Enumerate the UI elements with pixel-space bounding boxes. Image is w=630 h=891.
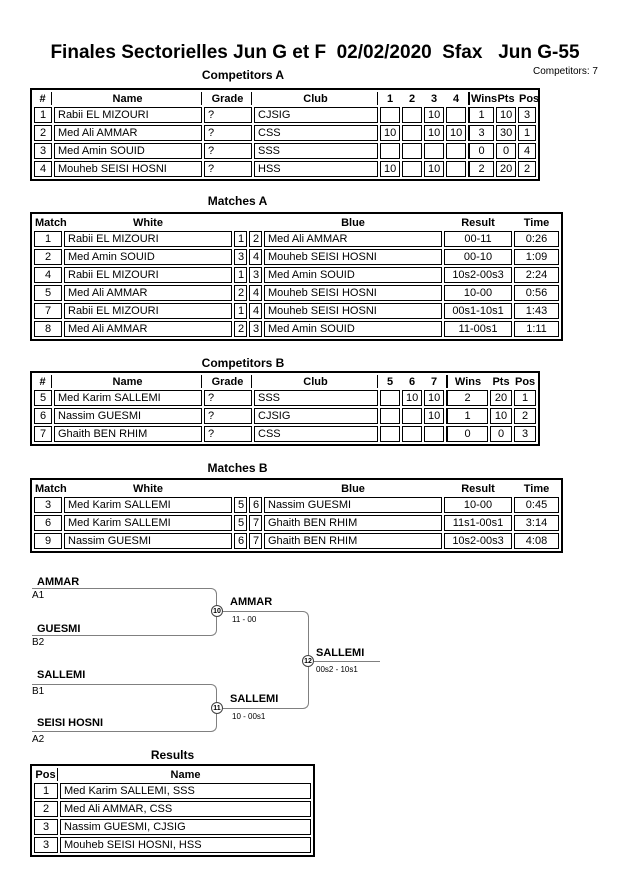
table-cell: 2 <box>514 408 536 424</box>
table-cell: ? <box>204 125 252 141</box>
table-cell <box>380 143 400 159</box>
table-cell: 3 <box>518 107 536 123</box>
table-cell: 00-11 <box>444 231 512 247</box>
table-cell: 0:45 <box>514 497 559 513</box>
table-cell: Nassim GUESMI <box>64 533 232 549</box>
table-cell: 3 <box>514 426 536 442</box>
table-cell: 10 <box>380 161 400 177</box>
table-cell <box>402 125 422 141</box>
table-cell: 1 <box>446 408 488 424</box>
table-cell: 10 <box>424 125 444 141</box>
table-cell: 11s1-00s1 <box>444 515 512 531</box>
col-header: Pos <box>34 768 58 781</box>
table-cell: 2 <box>468 161 494 177</box>
table-cell: 10-00 <box>444 285 512 301</box>
table-cell: ? <box>204 143 252 159</box>
table-cell: 2 <box>234 321 247 337</box>
table-cell: 3 <box>249 267 262 283</box>
table-header-row <box>34 216 559 229</box>
table-cell: 1 <box>514 390 536 406</box>
table-cell: Med Karim SALLEMI <box>64 497 232 513</box>
table-header-row <box>34 768 311 781</box>
table-cell: Rabii EL MIZOURI <box>64 231 232 247</box>
table-row <box>34 837 311 853</box>
table-cell <box>402 426 422 442</box>
table-cell: Mouheb SEISI HOSNI <box>264 285 442 301</box>
table-cell: 0:26 <box>514 231 559 247</box>
bracket-competitor-name: SALLEMI <box>37 669 86 681</box>
table-cell: Mouheb SEISI HOSNI <box>54 161 202 177</box>
table-cell: 7 <box>249 515 262 531</box>
section-title-results: Results <box>150 748 195 762</box>
col-header: Time <box>523 216 550 229</box>
col-header: Pts <box>492 375 510 388</box>
col-header: White <box>133 482 163 495</box>
table-cell: 2 <box>249 231 262 247</box>
table-row <box>34 408 536 424</box>
table-cell: 2 <box>234 285 247 301</box>
table-cell: Mouheb SEISI HOSNI <box>264 303 442 319</box>
table-cell: 6 <box>249 497 262 513</box>
table-cell: Rabii EL MIZOURI <box>64 267 232 283</box>
col-header: Grade <box>204 375 252 388</box>
table-cell: 1 <box>518 125 536 141</box>
table-cell <box>446 107 466 123</box>
table-cell: 1:09 <box>514 249 559 265</box>
table-cell: 7 <box>34 426 52 442</box>
bracket-seed-label: B2 <box>32 637 45 648</box>
col-header: 4 <box>452 92 460 105</box>
table-cell: HSS <box>254 161 378 177</box>
table-cell: 0 <box>496 143 516 159</box>
table-row <box>34 303 559 319</box>
col-header: Match <box>35 216 67 229</box>
table-cell: Mouheb SEISI HOSNI <box>264 249 442 265</box>
bracket-score: 11 - 00 <box>232 615 257 624</box>
table-row <box>34 143 536 159</box>
table-cell: 7 <box>249 533 262 549</box>
bracket-competitor-name: GUESMI <box>37 623 81 635</box>
table-cell: 2 <box>34 125 52 141</box>
table-row <box>34 497 559 513</box>
table-cell: Med Amin SOUID <box>264 321 442 337</box>
table-cell: 9 <box>34 533 62 549</box>
table-cell: 1 <box>234 303 247 319</box>
table-cell <box>424 143 444 159</box>
table-cell: 2 <box>34 249 62 265</box>
table-cell: 10 <box>424 161 444 177</box>
table-cell: 1:11 <box>514 321 559 337</box>
table-cell: 20 <box>496 161 516 177</box>
bracket-connector <box>32 684 217 709</box>
table-cell: Nassim GUESMI, CJSIG <box>60 819 311 835</box>
table-cell: 30 <box>496 125 516 141</box>
table-cell: 0 <box>490 426 512 442</box>
bracket-connector <box>32 611 217 636</box>
col-header: Club <box>254 92 378 105</box>
match-number-badge: 12 <box>302 655 314 667</box>
table-cell: CJSIG <box>254 107 378 123</box>
table-cell <box>424 426 444 442</box>
col-header <box>234 216 247 229</box>
col-header: 5 <box>386 375 394 388</box>
col-header: Result <box>461 216 495 229</box>
table-cell: ? <box>204 408 252 424</box>
table-cell: CJSIG <box>254 408 378 424</box>
table-cell <box>380 408 400 424</box>
table-cell: Med Karim SALLEMI, SSS <box>60 783 311 799</box>
table-cell: ? <box>204 390 252 406</box>
bracket-connector <box>216 611 309 662</box>
table-cell: 4 <box>249 303 262 319</box>
col-header: Name <box>54 375 202 388</box>
table-row <box>34 267 559 283</box>
table-row <box>34 783 311 799</box>
table-cell <box>402 107 422 123</box>
bracket-final-line <box>308 661 380 662</box>
matches-b-table <box>30 478 563 553</box>
bracket-connector <box>32 588 217 612</box>
table-cell: Rabii EL MIZOURI <box>54 107 202 123</box>
table-cell <box>446 143 466 159</box>
table-cell: ? <box>204 107 252 123</box>
bracket-seed-label: A2 <box>32 734 45 745</box>
col-header: 6 <box>408 375 416 388</box>
col-header: Pts <box>497 92 515 105</box>
table-cell: 10 <box>446 125 466 141</box>
table-cell: 6 <box>34 408 52 424</box>
table-cell: 10 <box>496 107 516 123</box>
table-row <box>34 426 536 442</box>
col-header: Match <box>35 482 67 495</box>
section-title-matches-a: Matches A <box>207 194 268 208</box>
table-cell: Nassim GUESMI <box>264 497 442 513</box>
table-cell: 3 <box>234 249 247 265</box>
table-header-row <box>34 92 536 105</box>
table-cell: 00s1-10s1 <box>444 303 512 319</box>
col-header <box>249 216 262 229</box>
col-header: White <box>133 216 163 229</box>
table-cell: 4 <box>34 267 62 283</box>
table-cell: 6 <box>34 515 62 531</box>
section-title-matches-b: Matches B <box>207 461 268 475</box>
table-cell: Med Amin SOUID <box>54 143 202 159</box>
table-cell: 4 <box>249 285 262 301</box>
table-cell: 1 <box>34 107 52 123</box>
table-cell <box>380 107 400 123</box>
table-cell: 3 <box>468 125 494 141</box>
table-cell: 3:14 <box>514 515 559 531</box>
col-header: Blue <box>341 482 365 495</box>
table-cell <box>446 161 466 177</box>
table-cell: 10 <box>380 125 400 141</box>
table-cell: 1 <box>34 783 58 799</box>
table-cell: 6 <box>234 533 247 549</box>
table-cell: 3 <box>34 497 62 513</box>
results-table <box>30 764 315 857</box>
table-cell: 5 <box>34 390 52 406</box>
col-header: Result <box>461 482 495 495</box>
competitors-b-table <box>30 371 540 446</box>
table-row <box>34 125 536 141</box>
table-cell: CSS <box>254 426 378 442</box>
col-header: Pos <box>519 92 540 105</box>
table-row <box>34 533 559 549</box>
col-header: Name <box>54 92 202 105</box>
table-row <box>34 161 536 177</box>
table-cell: Med Ali AMMAR <box>54 125 202 141</box>
table-cell: Mouheb SEISI HOSNI, HSS <box>60 837 311 853</box>
table-row <box>34 390 536 406</box>
table-cell: 3 <box>34 819 58 835</box>
table-cell: ? <box>204 161 252 177</box>
table-cell: 10 <box>424 408 444 424</box>
table-cell: 1 <box>234 231 247 247</box>
table-cell: 2:24 <box>514 267 559 283</box>
col-header: Wins <box>446 375 488 388</box>
match-number-badge: 10 <box>211 605 223 617</box>
col-header: Club <box>254 375 378 388</box>
competitors-a-table <box>30 88 540 181</box>
table-row <box>34 321 559 337</box>
table-cell: 5 <box>234 515 247 531</box>
table-cell: 3 <box>34 143 52 159</box>
table-cell: 1:43 <box>514 303 559 319</box>
table-cell: 1 <box>234 267 247 283</box>
table-cell <box>402 143 422 159</box>
bracket-connector <box>32 708 217 732</box>
page-title: Finales Sectorielles Jun G et F 02/02/2020 Sfax Jun G-55 <box>50 42 580 63</box>
bracket-score: 10 - 00s1 <box>232 712 266 721</box>
table-cell: Med Amin SOUID <box>264 267 442 283</box>
table-cell: 2 <box>34 801 58 817</box>
table-cell: 4 <box>518 143 536 159</box>
col-header: # <box>34 375 52 388</box>
col-header: 2 <box>408 92 416 105</box>
table-cell: Ghaith BEN RHIM <box>264 533 442 549</box>
col-header: # <box>34 92 52 105</box>
table-cell <box>402 161 422 177</box>
table-cell: Med Ali AMMAR, CSS <box>60 801 311 817</box>
table-cell: 10 <box>490 408 512 424</box>
table-cell: 1 <box>468 107 494 123</box>
table-cell: 10 <box>424 107 444 123</box>
table-cell: 4:08 <box>514 533 559 549</box>
table-cell: 2 <box>518 161 536 177</box>
bracket-seed-label: A1 <box>32 590 45 601</box>
table-cell: 0 <box>446 426 488 442</box>
table-cell: 3 <box>249 321 262 337</box>
table-cell: SSS <box>254 143 378 159</box>
col-header: Blue <box>341 216 365 229</box>
table-cell: ? <box>204 426 252 442</box>
table-cell <box>380 390 400 406</box>
matches-a-table <box>30 212 563 341</box>
col-header: 3 <box>430 92 438 105</box>
section-title-competitors-a: Competitors A <box>201 68 285 82</box>
table-cell: 4 <box>34 161 52 177</box>
col-header: Name <box>170 768 201 781</box>
table-cell: SSS <box>254 390 378 406</box>
table-cell: 20 <box>490 390 512 406</box>
table-row <box>34 801 311 817</box>
table-row <box>34 285 559 301</box>
table-header-row <box>34 482 559 495</box>
table-cell: 4 <box>249 249 262 265</box>
table-cell: 8 <box>34 321 62 337</box>
table-cell: Nassim GUESMI <box>54 408 202 424</box>
col-header <box>249 482 262 495</box>
table-cell: CSS <box>254 125 378 141</box>
table-row <box>34 515 559 531</box>
table-row <box>34 107 536 123</box>
col-header: 7 <box>430 375 438 388</box>
table-cell: 2 <box>446 390 488 406</box>
table-cell: Rabii EL MIZOURI <box>64 303 232 319</box>
col-header <box>234 482 247 495</box>
table-header-row <box>34 375 536 388</box>
table-cell: Med Ali AMMAR <box>264 231 442 247</box>
col-header: 1 <box>386 92 394 105</box>
table-cell: 10 <box>402 390 422 406</box>
bracket-competitor-name: SEISI HOSNI <box>37 717 104 729</box>
table-cell: Med Ali AMMAR <box>64 321 232 337</box>
table-cell <box>380 426 400 442</box>
table-cell: 0 <box>468 143 494 159</box>
table-cell: Med Karim SALLEMI <box>54 390 202 406</box>
bracket-winner-name: SALLEMI <box>230 693 279 705</box>
bracket-winner-name: SALLEMI <box>316 647 365 659</box>
table-cell: 7 <box>34 303 62 319</box>
bracket-winner-name: AMMAR <box>230 596 273 608</box>
table-row <box>34 819 311 835</box>
table-cell: 5 <box>234 497 247 513</box>
table-cell: 10s2-00s3 <box>444 267 512 283</box>
table-cell: Ghaith BEN RHIM <box>264 515 442 531</box>
table-cell: Med Ali AMMAR <box>64 285 232 301</box>
col-header: Grade <box>204 92 252 105</box>
bracket-score: 00s2 - 10s1 <box>316 665 358 674</box>
table-cell: 5 <box>34 285 62 301</box>
table-row <box>34 249 559 265</box>
table-cell: 10-00 <box>444 497 512 513</box>
table-cell: 11-00s1 <box>444 321 512 337</box>
table-cell: Med Karim SALLEMI <box>64 515 232 531</box>
table-cell: 10 <box>424 390 444 406</box>
competitors-count: Competitors: 7 <box>532 66 598 77</box>
table-row <box>34 231 559 247</box>
table-cell: 0:56 <box>514 285 559 301</box>
col-header: Wins <box>468 92 494 105</box>
table-cell: 00-10 <box>444 249 512 265</box>
table-cell: 10s2-00s3 <box>444 533 512 549</box>
match-number-badge: 11 <box>211 702 223 714</box>
col-header: Time <box>523 482 550 495</box>
table-cell: 1 <box>34 231 62 247</box>
table-cell: 3 <box>34 837 58 853</box>
bracket-competitor-name: AMMAR <box>37 576 80 588</box>
table-cell: Med Amin SOUID <box>64 249 232 265</box>
bracket-seed-label: B1 <box>32 686 45 697</box>
col-header: Pos <box>515 375 536 388</box>
section-title-competitors-b: Competitors B <box>201 356 285 370</box>
table-cell: Ghaith BEN RHIM <box>54 426 202 442</box>
table-cell <box>402 408 422 424</box>
